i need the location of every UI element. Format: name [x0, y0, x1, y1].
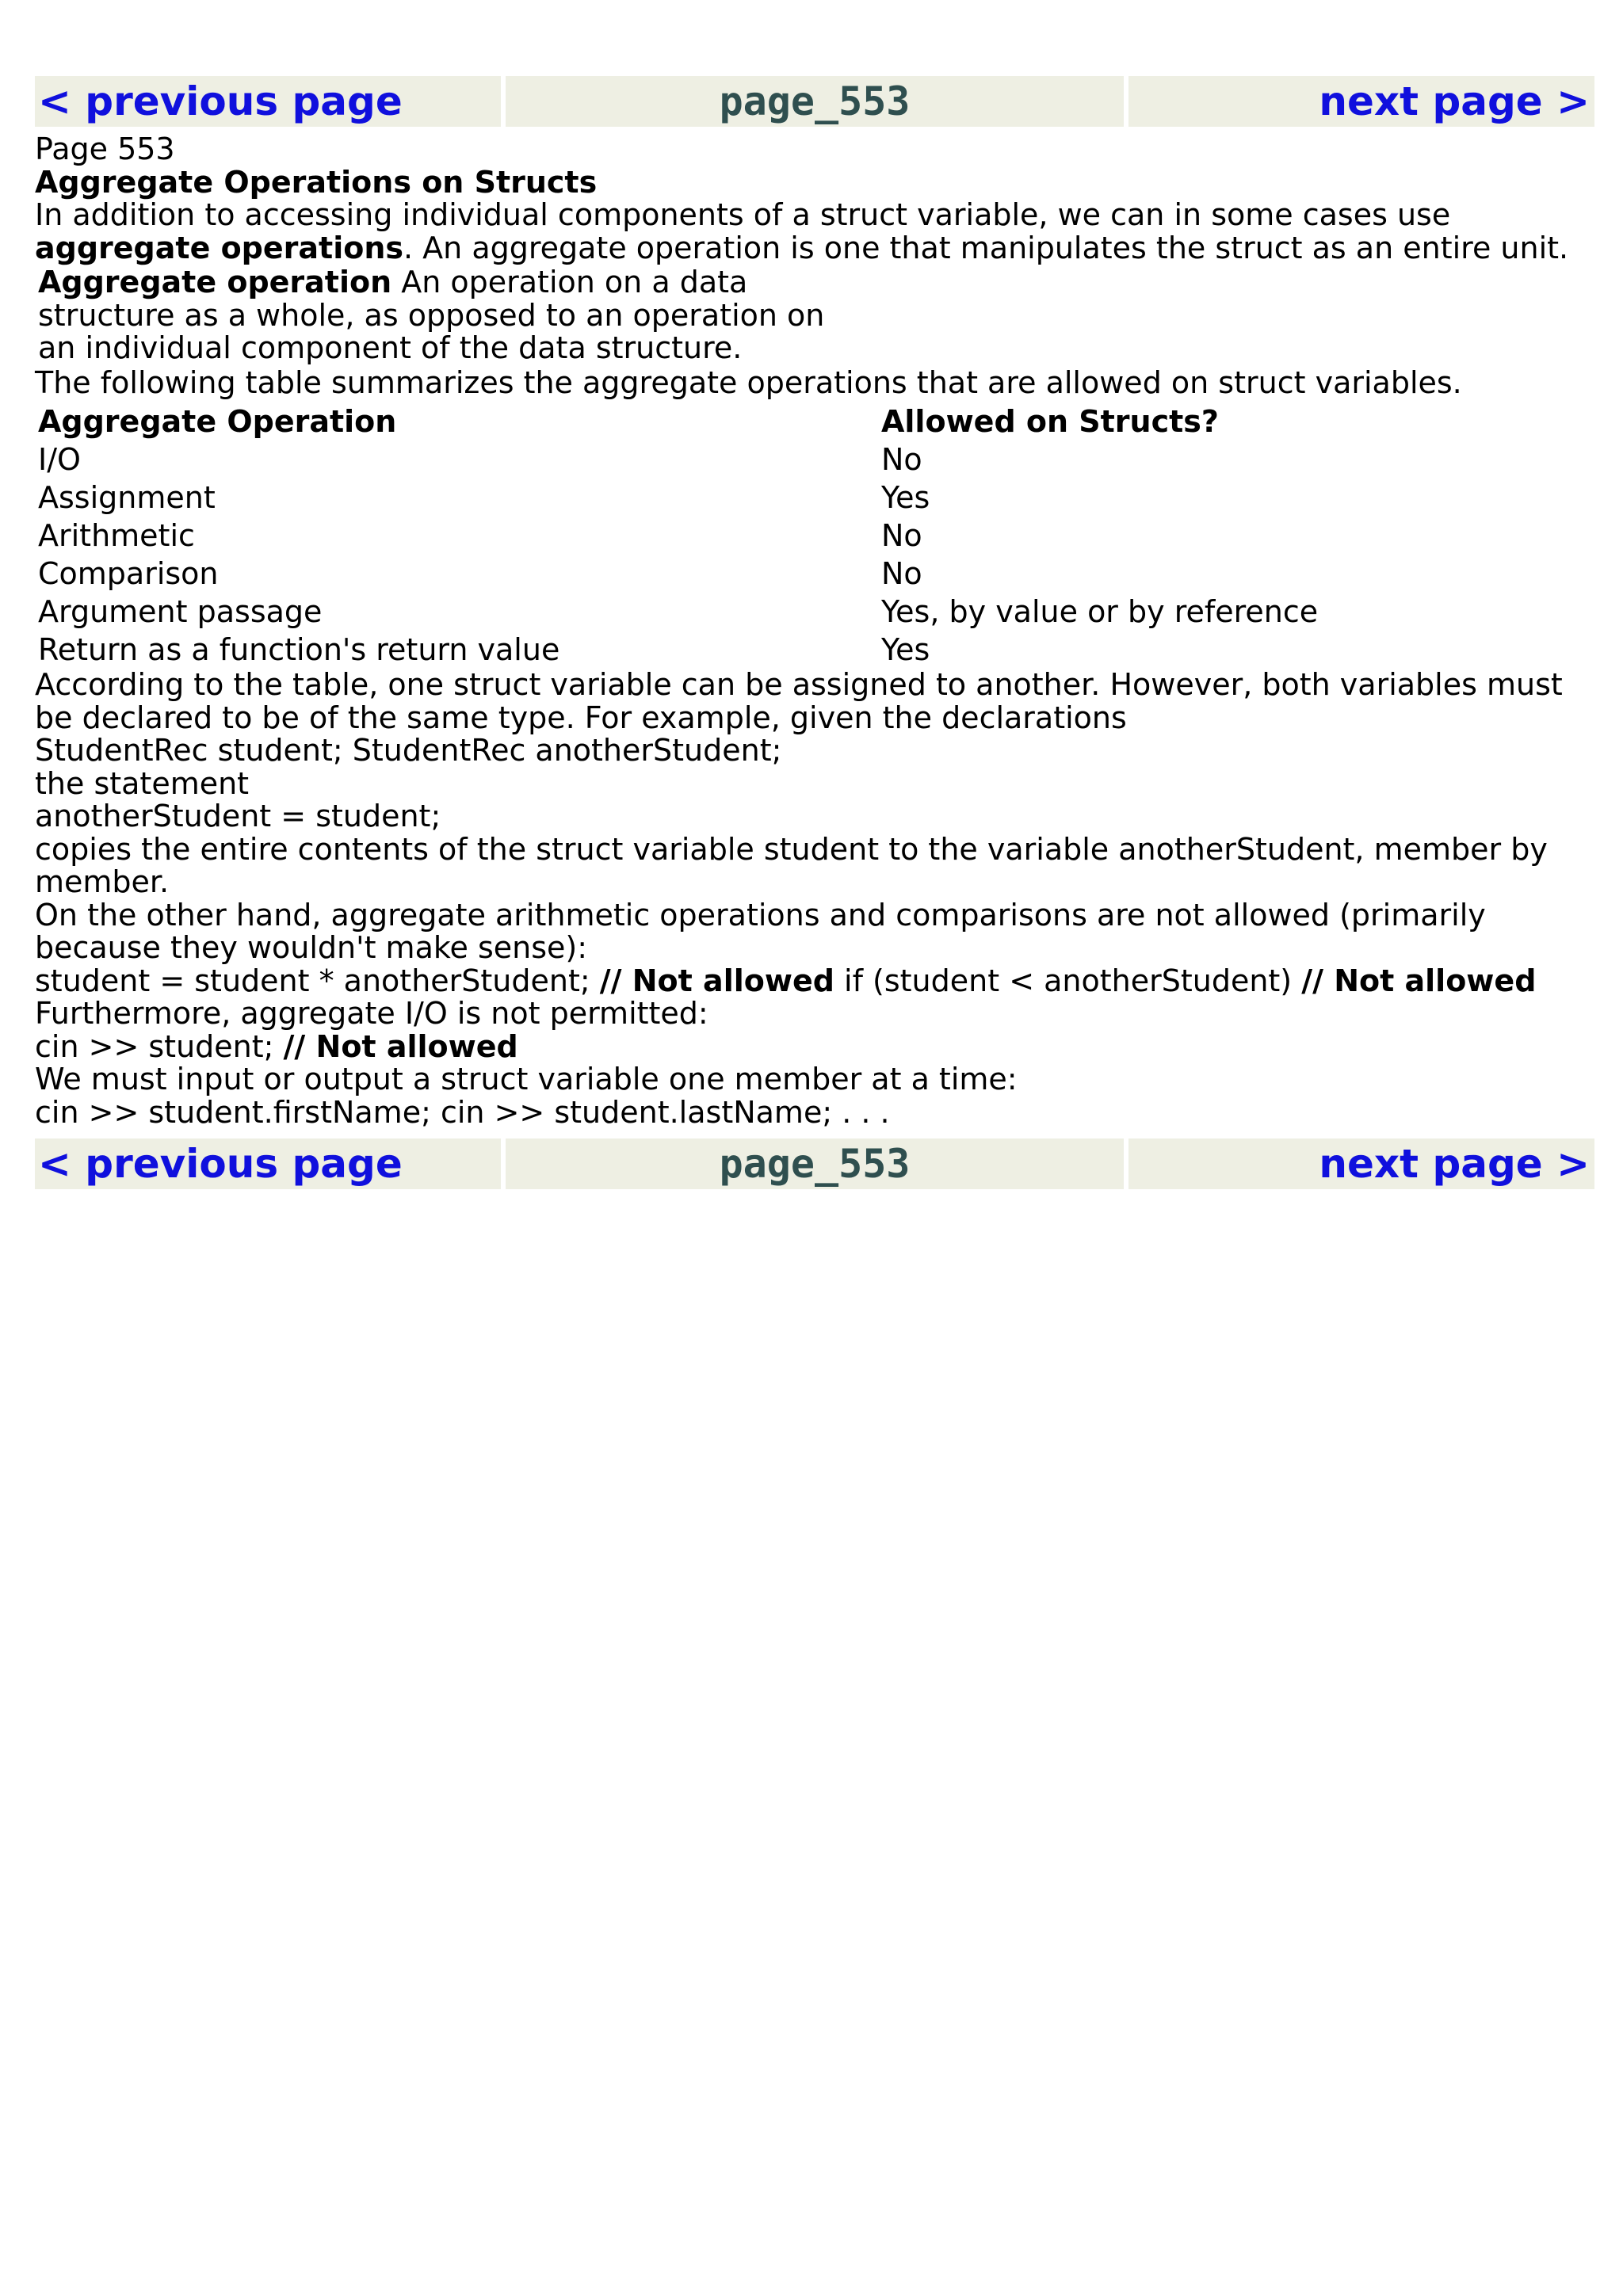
code-not-allowed-line: [35, 965, 1594, 998]
allowed-cell: Yes, by value or by reference: [881, 594, 1319, 629]
code-comment-1: // Not allowed: [599, 963, 834, 998]
operation-cell: Assignment: [38, 480, 216, 515]
definition-term: Aggregate operation: [38, 265, 392, 299]
table-row: [35, 517, 1321, 555]
section-heading: Aggregate Operations on Structs: [35, 164, 598, 200]
top-nav-bar: [35, 76, 1594, 127]
table-row: [35, 593, 1321, 631]
allowed-cell: Yes: [881, 632, 930, 667]
definition-line-2: structure as a whole, as opposed to an operation on: [38, 297, 825, 333]
definition-line-1: An operation on a data: [391, 265, 748, 299]
assignment-paragraph: According to the table, one struct variable can be assigned to another. However, both variables must be declared to be of the same type. For example, given the declarations: [35, 667, 1563, 735]
page-id: page_553: [719, 78, 911, 124]
table-row: [35, 631, 1321, 669]
definition-line-3: an individual component of the data structure.: [38, 330, 743, 365]
aggregate-operations-table: [35, 402, 1321, 669]
io-paragraph: Furthermore, aggregate I/O is not permitted:: [35, 996, 708, 1031]
code-arith: student = student * anotherStudent;: [35, 963, 600, 998]
operation-cell: Return as a function's return value: [38, 632, 560, 667]
header-allowed: Allowed on Structs?: [881, 404, 1219, 439]
code-comment-2: // Not allowed: [1301, 963, 1537, 998]
bottom-nav-bar: [35, 1138, 1594, 1189]
page-content: [35, 133, 1594, 1129]
operation-cell: I/O: [38, 442, 81, 477]
operation-cell: Argument passage: [38, 594, 323, 629]
table-header-row: [35, 402, 1321, 441]
code-declarations: StudentRec student; StudentRec anotherStudent;: [35, 733, 782, 768]
code-assignment: anotherStudent = student;: [35, 799, 441, 833]
intro-text-1: In addition to accessing individual components of a struct variable, we can in some cases use: [35, 197, 1451, 232]
table-intro: The following table summarizes the aggregate operations that are allowed on struct variables.: [35, 364, 1462, 400]
member-paragraph: We must input or output a struct variable one member at a time:: [35, 1062, 1018, 1097]
page-id-cell: [506, 76, 1124, 127]
code-compare: if (student < anotherStudent): [834, 963, 1302, 998]
intro-bold-term: aggregate operations: [35, 230, 403, 265]
the-statement-text: the statement: [35, 765, 250, 801]
operation-cell: Arithmetic: [38, 518, 195, 553]
next-cell: [1128, 1138, 1594, 1189]
prev-cell: [35, 76, 501, 127]
allowed-cell: Yes: [881, 480, 930, 515]
next-page-link[interactable]: next page >: [1319, 1141, 1590, 1187]
page-id-cell: [506, 1138, 1124, 1189]
intro-text-2: . An aggregate operation is one that manipulates the struct as an entire unit.: [403, 230, 1569, 265]
operation-cell: Comparison: [38, 556, 219, 591]
allowed-cell: No: [881, 556, 922, 591]
header-operation: Aggregate Operation: [38, 404, 397, 439]
code-io: cin >> student;: [35, 1028, 284, 1064]
intro-paragraph: [35, 199, 1594, 265]
code-io-line: [35, 1028, 1594, 1064]
copies-paragraph: copies the entire contents of the struct variable student to the variable anotherStudent, member by member.: [35, 831, 1548, 899]
allowed-cell: No: [881, 442, 922, 477]
code-io-comment: // Not allowed: [283, 1028, 518, 1064]
previous-page-link[interactable]: < previous page: [38, 78, 403, 124]
allowed-cell: No: [881, 518, 922, 553]
page-id: page_553: [719, 1141, 911, 1187]
page: [35, 76, 1594, 1189]
next-cell: [1128, 76, 1594, 127]
table-row: [35, 441, 1321, 479]
code-member-line: cin >> student.firstName; cin >> student.lastName; . . .: [35, 1094, 890, 1130]
other-hand-paragraph: On the other hand, aggregate arithmetic operations and comparisons are not allowed (primarily because they wouldn't make sense):: [35, 897, 1486, 965]
page-number: Page 553: [35, 132, 175, 166]
table-row: [35, 479, 1321, 517]
previous-page-link[interactable]: < previous page: [38, 1141, 403, 1187]
definition-box: [35, 266, 1594, 365]
next-page-link[interactable]: next page >: [1319, 78, 1590, 124]
table-row: [35, 555, 1321, 593]
prev-cell: [35, 1138, 501, 1189]
